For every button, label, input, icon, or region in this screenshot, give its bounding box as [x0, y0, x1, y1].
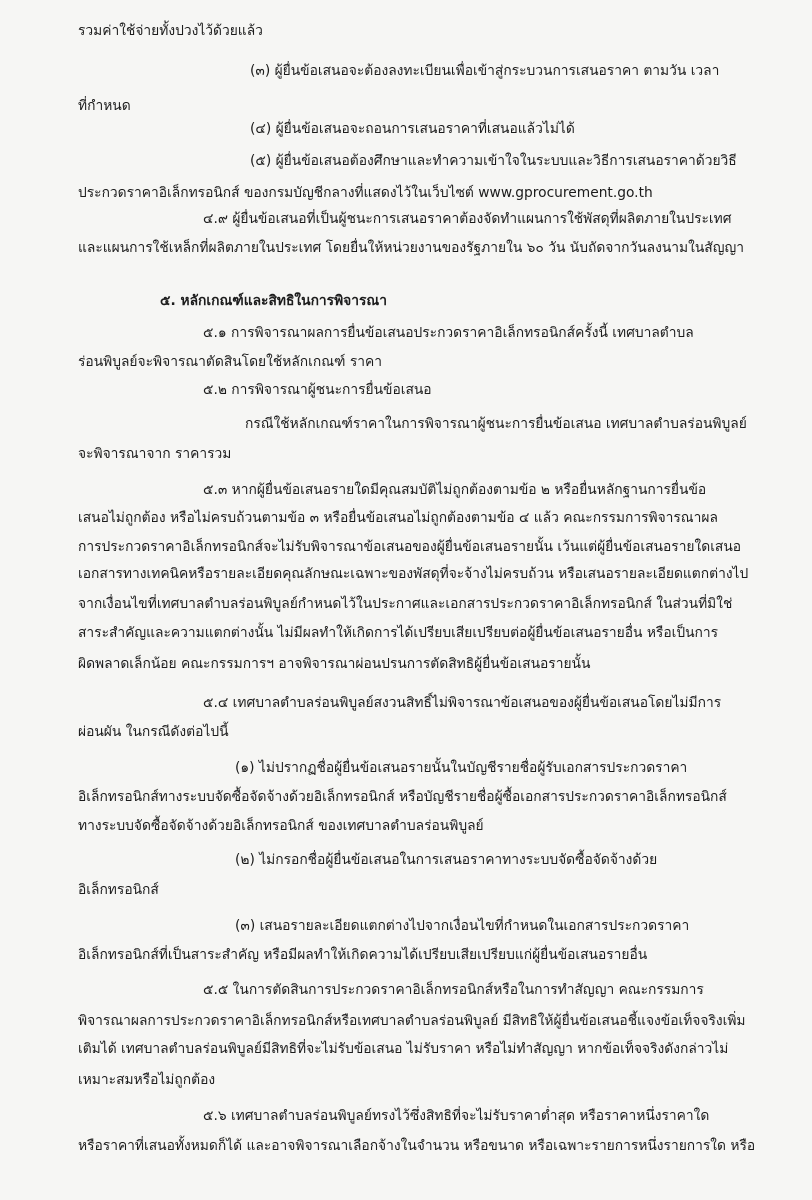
text-line: พิจารณาผลการประกวดราคาอิเล็กทรอนิกส์หรือเทศบาลตำบลร่อนพิบูลย์ มีสิทธิให้ผู้ยื่นข้อเสนอชี้แจงข้อเท็จจริงเพิ่ม	[78, 1013, 746, 1029]
section-heading: ๕. หลักเกณฑ์และสิทธิในการพิจารณา	[160, 293, 387, 309]
text-line: (๕) ผู้ยื่นข้อเสนอต้องศึกษาและทำความเข้าใจในระบบและวิธีการเสนอราคาด้วยวิธี	[250, 153, 737, 169]
text-line: ๕.๕ ในการตัดสินการประกวดราคาอิเล็กทรอนิกส์หรือในการทำสัญญา คณะกรรมการ	[203, 982, 704, 998]
text-line: จะพิจารณาจาก ราคารวม	[78, 446, 232, 462]
text-line: (๒) ไม่กรอกชื่อผู้ยื่นข้อเสนอในการเสนอราคาทางระบบจัดซื้อจัดจ้างด้วย	[235, 852, 658, 868]
text-line: (๑) ไม่ปรากฏชื่อผู้ยื่นข้อเสนอรายนั้นในบัญชีรายชื่อผู้รับเอกสารประกวดราคา	[235, 760, 688, 776]
text-line: อิเล็กทรอนิกส์ทางระบบจัดซื้อจัดจ้างด้วยอิเล็กทรอนิกส์ หรือบัญชีรายชื่อผู้ซื้อเอกสารประกวดราคาอิเล็กทรอนิกส์	[78, 789, 727, 805]
text-line: หรือราคาที่เสนอทั้งหมดก็ได้ และอาจพิจารณาเลือกจ้างในจำนวน หรือขนาด หรือเฉพาะรายการหนึ่งรายการใด หรือ	[78, 1138, 756, 1154]
text-line: สาระสำคัญและความแตกต่างนั้น ไม่มีผลทำให้เกิดการได้เปรียบเสียเปรียบต่อผู้ยื่นข้อเสนอรายอื่น หรือเป็นการ	[78, 625, 719, 641]
text-line: ๕.๑ การพิจารณาผลการยื่นข้อเสนอประกวดราคาอิเล็กทรอนิกส์ครั้งนี้ เทศบาลตำบล	[203, 325, 694, 341]
text-line: ร่อนพิบูลย์จะพิจารณาตัดสินโดยใช้หลักเกณฑ์ ราคา	[78, 354, 382, 370]
text-line: ๕.๒ การพิจารณาผู้ชนะการยื่นข้อเสนอ	[203, 382, 432, 398]
text-line: ประกวดราคาอิเล็กทรอนิกส์ ของกรมบัญชีกลางที่แสดงไว้ในเว็บไซต์ www.gprocurement.go.th	[78, 185, 653, 201]
text-line: เหมาะสมหรือไม่ถูกต้อง	[78, 1072, 216, 1088]
text-line: ๕.๔ เทศบาลตำบลร่อนพิบูลย์สงวนสิทธิ์ไม่พิจารณาข้อเสนอของผู้ยื่นข้อเสนอโดยไม่มีการ	[203, 695, 722, 711]
text-line: ๔.๙ ผู้ยื่นข้อเสนอที่เป็นผู้ชนะการเสนอราคาต้องจัดทำแผนการใช้พัสดุที่ผลิตภายในประเทศ	[203, 211, 732, 227]
text-line: ผิดพลาดเล็กน้อย คณะกรรมการฯ อาจพิจารณาผ่อนปรนการตัดสิทธิผู้ยื่นข้อเสนอรายนั้น	[78, 656, 591, 672]
text-line: เติมได้ เทศบาลตำบลร่อนพิบูลย์มีสิทธิที่จะไม่รับข้อเสนอ ไม่รับราคา หรือไม่ทำสัญญา หากข้อเท็จจริงดังกล่าวไม่	[78, 1041, 729, 1057]
text-line: และแผนการใช้เหล็กที่ผลิตภายในประเทศ โดยยื่นให้หน่วยงานของรัฐภายใน ๖๐ วัน นับถัดจากวันลงนามในสัญญา	[78, 240, 744, 256]
text-line: เสนอไม่ถูกต้อง หรือไม่ครบถ้วนตามข้อ ๓ หรือยื่นข้อเสนอไม่ถูกต้องตามข้อ ๔ แล้ว คณะกรรมการพิจารณาผล	[78, 510, 718, 526]
text-line: ผ่อนผัน ในกรณีดังต่อไปนี้	[78, 724, 229, 740]
text-line: เอกสารทางเทคนิคหรือรายละเอียดคุณลักษณะเฉพาะของพัสดุที่จะจ้างไม่ครบถ้วน หรือเสนอรายละเอียดแตกต่างไป	[78, 566, 749, 582]
text-line: จากเงื่อนไขที่เทศบาลตำบลร่อนพิบูลย์กำหนดไว้ในประกาศและเอกสารประกวดราคาอิเล็กทรอนิกส์ ในส่วนที่มิใช่	[78, 596, 733, 612]
text-line: กรณีใช้หลักเกณฑ์ราคาในการพิจารณาผู้ชนะการยื่นข้อเสนอ เทศบาลตำบลร่อนพิบูลย์	[245, 416, 747, 432]
text-line: ๕.๓ หากผู้ยื่นข้อเสนอรายใดมีคุณสมบัติไม่ถูกต้องตามข้อ ๒ หรือยื่นหลักฐานการยื่นข้อ	[203, 482, 707, 498]
text-line: การประกวดราคาอิเล็กทรอนิกส์จะไม่รับพิจารณาข้อเสนอของผู้ยื่นข้อเสนอรายนั้น เว้นแต่ผู้ยื่นข้อเสนอรายใดเสนอ	[78, 539, 742, 555]
text-line: (๔) ผู้ยื่นข้อเสนอจะถอนการเสนอราคาที่เสนอแล้วไม่ได้	[250, 121, 575, 137]
text-line: (๓) เสนอรายละเอียดแตกต่างไปจากเงื่อนไขที่กำหนดในเอกสารประกวดราคา	[235, 918, 690, 934]
text-line: รวมค่าใช้จ่ายทั้งปวงไว้ด้วยแล้ว	[78, 23, 263, 39]
text-line: ที่กำหนด	[78, 98, 131, 114]
text-line: ๕.๖ เทศบาลตำบลร่อนพิบูลย์ทรงไว้ซึ่งสิทธิที่จะไม่รับราคาต่ำสุด หรือราคาหนึ่งราคาใด	[203, 1108, 710, 1124]
text-line: อิเล็กทรอนิกส์ที่เป็นสาระสำคัญ หรือมีผลทำให้เกิดความได้เปรียบเสียเปรียบแก่ผู้ยื่นข้อเสนอรายอื่น	[78, 947, 648, 963]
text-line: ทางระบบจัดซื้อจัดจ้างด้วยอิเล็กทรอนิกส์ ของเทศบาลตำบลร่อนพิบูลย์	[78, 818, 484, 834]
text-line: อิเล็กทรอนิกส์	[78, 882, 159, 898]
text-line: (๓) ผู้ยื่นข้อเสนอจะต้องลงทะเบียนเพื่อเข้าสู่กระบวนการเสนอราคา ตามวัน เวลา	[250, 63, 720, 79]
